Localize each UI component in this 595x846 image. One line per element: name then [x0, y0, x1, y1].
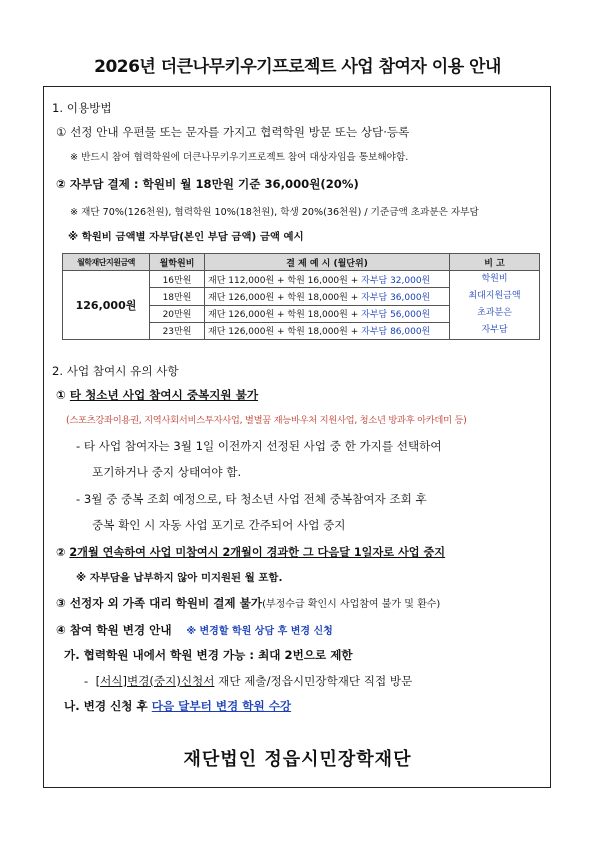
support-amount-cell: 126,000원: [63, 271, 150, 340]
fee-cell: 18만원: [150, 288, 205, 305]
table-header-row: [63, 254, 540, 271]
remark-cell: 학원비 최대지원금액 초과분은 자부담: [450, 271, 540, 340]
issuer-name: 재단법인 정읍시민장학재단: [183, 749, 412, 770]
section1-heading: 1. 이용방법: [52, 101, 112, 115]
table-row: [63, 271, 540, 288]
section2-dash1-line2: 포기하거나 중지 상태여야 함.: [92, 465, 242, 479]
section2-heading: 2. 사업 참여시 유의 사항: [52, 364, 179, 378]
section1-item1: ① 선정 안내 우편물 또는 문자를 가지고 협력학원 방문 또는 상담·등록: [56, 125, 410, 139]
section2-item2-note: ※ 자부담을 납부하지 않아 미지원된 월 포함.: [76, 572, 283, 584]
calc-cell: 재단 126,000원 + 학원 18,000원 + 자부담 86,000원: [205, 322, 450, 339]
section2-item4-ga: 가. 협력학원 내에서 학원 변경 가능 : 최대 2번으로 제한: [64, 648, 353, 662]
fee-cell: 16만원: [150, 271, 205, 288]
col-header-support: 월학재단지원금액: [63, 254, 150, 271]
section2-item1-examples: (스포츠강좌이용권, 지역사회서비스투자사업, 별별꿈 재능바우처 지원사업, 청소년 방과후 아카데미 등): [66, 415, 467, 426]
section2-item4-na: 나. 변경 신청 후 다음 달부터 변경 학원 수강: [64, 699, 292, 713]
col-header-example: 결 제 예 시 (월단위): [205, 254, 450, 271]
section2-dash2-line1: - 3월 중 중복 조회 예정으로, 타 청소년 사업 전체 중복참여자 조회 후: [76, 492, 427, 506]
col-header-remark: 비 고: [450, 254, 540, 271]
section1-item2-note: ※ 재단 70%(126천원), 협력학원 10%(18천원), 학생 20%(36천원) / 기준금액 초과분은 자부담: [70, 207, 479, 218]
section2-item3: ③ 선정자 외 가족 대리 학원비 결제 불가(부정수급 확인시 사업참여 불가 및 환수): [56, 596, 441, 610]
calc-cell: 재단 126,000원 + 학원 18,000원 + 자부담 56,000원: [205, 305, 450, 322]
calc-cell: 재단 112,000원 + 학원 16,000원 + 자부담 32,000원: [205, 271, 450, 288]
col-header-fee: 월학원비: [150, 254, 205, 271]
section1-item2: ② 자부담 결제 : 학원비 월 18만원 기준 36,000원(20%): [56, 177, 359, 191]
fee-example-table: [62, 253, 540, 340]
section2-dash2-line2: 중복 확인 시 자동 사업 포기로 간주되어 사업 중지: [92, 518, 346, 532]
section2-item1: ① 타 청소년 사업 참여시 중복지원 불가: [56, 388, 259, 402]
calc-cell: 재단 126,000원 + 학원 18,000원 + 자부담 36,000원: [205, 288, 450, 305]
section1-item1-note: ※ 반드시 참여 협력학원에 더큰나무키우기프로젝트 참여 대상자임을 통보해야함.: [70, 152, 409, 163]
fee-cell: 20만원: [150, 305, 205, 322]
section2-item4-ga-detail: - [서식]변경(중지)신청서 재단 제출/정읍시민장학재단 직접 방문: [84, 674, 413, 688]
section2-item4: ④ 참여 학원 변경 안내 ※ 변경할 학원 상담 후 변경 신청: [56, 623, 333, 637]
section2-item2: ② 2개월 연속하여 사업 미참여시 2개월이 경과한 그 다음달 1일자로 사업 중지: [56, 546, 446, 559]
fee-cell: 23만원: [150, 322, 205, 339]
table-caption: ※ 학원비 금액별 자부담(본인 부담 금액) 금액 예시: [68, 231, 304, 243]
page-title: 2026년 더큰나무키우기프로젝트 사업 참여자 이용 안내: [94, 57, 501, 77]
section2-dash1-line1: - 타 사업 참여자는 3월 1일 이전까지 선정된 사업 중 한 가지를 선택하여: [76, 439, 442, 453]
